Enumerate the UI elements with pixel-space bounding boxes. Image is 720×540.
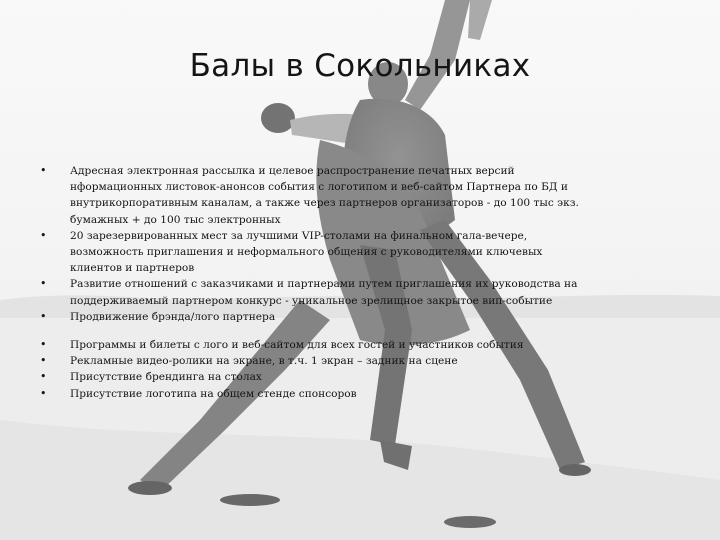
bullet-item: • Адресная электронная рассылка и целевое распространение печатных версий нформационных листовок-анонсов события с логотипом и веб-сайтом Партнера по БД и внутрикорпоративным каналам, а также через партнеров организаторов - до 100 тыс экз. бумажных + до 100 тыс электронных bbox=[40, 163, 580, 228]
bullet-item: • Присутствие логотипа на общем стенде спонсоров bbox=[40, 386, 580, 402]
bullet-item: • Продвижение брэнда/лого партнера bbox=[40, 309, 580, 325]
bullet-item: • Программы и билеты с лого и веб-сайтом для всех гостей и участников события bbox=[40, 337, 580, 353]
bullet-item: • 20 зарезервированных мест за лучшими VIP-столами на финальном гала-вечере, возможность приглашения и неформального общения с руководителями ключевых клиентов и партнеров bbox=[40, 228, 580, 277]
slide-title: Балы в Сокольниках bbox=[189, 48, 531, 84]
bullet-list bbox=[40, 163, 580, 402]
bullet-item: • Рекламные видео-ролики на экране, в т.ч. 1 экран – задник на сцене bbox=[40, 353, 580, 369]
bullet-item: • Присутствие брендинга на столах bbox=[40, 369, 580, 385]
list-gap bbox=[40, 325, 580, 337]
bullet-item: • Развитие отношений с заказчиками и партнерами путем приглашения их руководства на поддерживаемый партнером конкурс - уникальное зрелищное закрытое вип-событие bbox=[40, 276, 580, 308]
